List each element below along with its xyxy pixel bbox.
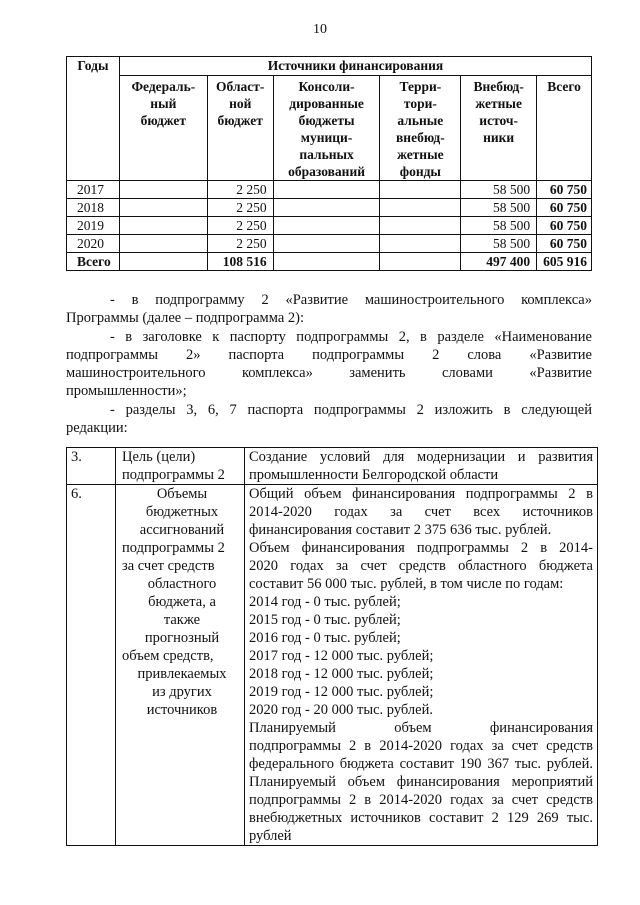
- text-line: Объемы: [156, 486, 208, 502]
- cell-total: 605 916: [537, 253, 592, 271]
- text-line: Планируемый объем финансирования: [249, 720, 593, 736]
- cell-year: 2018: [67, 199, 120, 217]
- column-header-line: ный: [150, 96, 177, 111]
- column-header: [207, 76, 273, 181]
- column-header-line: жетные: [397, 147, 444, 162]
- cell-federal: [119, 253, 207, 271]
- sum-row: [67, 253, 592, 271]
- table-row: [67, 235, 592, 253]
- text-line: 2014-2020 годах за счет всех источников: [249, 504, 593, 520]
- text-line: подпрограммы 2 в 2014-2020 годах за счет средств: [249, 738, 593, 754]
- column-header: [461, 76, 537, 181]
- cell-federal: [119, 199, 207, 217]
- row-content: [245, 448, 598, 485]
- column-header-line: внебюд-: [396, 130, 445, 145]
- column-header-line: Консоли-: [298, 79, 355, 94]
- column-header-line: источ-: [479, 113, 519, 128]
- funding-table: [66, 56, 592, 271]
- paragraph-subprogram-2-cont: Программы (далее – подпрограмма 2):: [66, 310, 304, 326]
- text-line: бюджета, а: [148, 594, 216, 610]
- page-number: 10: [313, 22, 327, 37]
- cell-regional: 2 250: [207, 199, 273, 217]
- text-line: источников: [146, 702, 218, 718]
- paragraph-title-change: - в заголовке к паспорту подпрограммы 2, в разделе «Наименование: [110, 329, 592, 345]
- column-header-line: Внебюд-: [473, 79, 524, 94]
- column-header-line: Всего: [547, 79, 581, 94]
- column-header-line: Федераль-: [131, 79, 196, 94]
- cell-funds: [380, 217, 461, 235]
- text-line: 2014 год - 0 тыс. рублей;: [249, 594, 401, 610]
- text-line: подпрограммы 2 в 2014-2020 годах за счет средств: [249, 792, 593, 808]
- table-row: [67, 181, 592, 199]
- column-header-line: Терри-: [399, 79, 442, 94]
- text-line: также: [163, 612, 201, 628]
- column-header: [537, 76, 592, 181]
- text-line: 2020 год - 20 000 тыс. рублей.: [249, 702, 433, 718]
- text-line: 2016 год - 0 тыс. рублей;: [249, 630, 401, 646]
- column-header-line: бюджеты: [298, 113, 355, 128]
- text-line: областного: [147, 576, 217, 592]
- cell-extra: 58 500: [461, 235, 537, 253]
- cell-year: 2020: [67, 235, 120, 253]
- text-line: Планируемый объем финансирования мероприятий: [249, 774, 593, 790]
- text-line: 2017 год - 12 000 тыс. рублей;: [249, 648, 434, 664]
- cell-funds: [380, 181, 461, 199]
- row-label: [116, 485, 245, 846]
- paragraph-title-change-cont: машиностроительного комплекса» заменить словами «Развитие: [66, 365, 592, 381]
- cell-federal: [119, 181, 207, 199]
- text-line: 2019 год - 12 000 тыс. рублей;: [249, 684, 434, 700]
- passport-row-3: [67, 448, 598, 485]
- text-line: Общий объем финансирования подпрограммы 2 в: [249, 486, 593, 502]
- cell-extra: 58 500: [461, 199, 537, 217]
- column-header: [380, 76, 461, 181]
- cell-total: 60 750: [537, 181, 592, 199]
- paragraph-sections: - разделы 3, 6, 7 паспорта подпрограммы 2 изложить в следующей: [110, 402, 592, 418]
- text-line: из других: [152, 684, 212, 700]
- cell-funds: [380, 199, 461, 217]
- column-header: [119, 76, 207, 181]
- text-line: привлекаемых: [137, 666, 227, 682]
- column-header: [273, 76, 380, 181]
- text-line: промышленности Белгородской области: [249, 467, 499, 483]
- paragraph-title-change-cont: подпрограммы 2» паспорта подпрограммы 2 слова «Развитие: [66, 347, 592, 363]
- column-header-line: жетные: [475, 96, 522, 111]
- cell-regional: 2 250: [207, 217, 273, 235]
- cell-municipal: [273, 253, 380, 271]
- cell-federal: [119, 217, 207, 235]
- cell-total: 60 750: [537, 235, 592, 253]
- cell-total: 60 750: [537, 199, 592, 217]
- cell-extra: 58 500: [461, 181, 537, 199]
- column-header-line: бюджет: [217, 113, 263, 128]
- passport-table: [66, 447, 598, 846]
- cell-extra: 497 400: [461, 253, 537, 271]
- cell-year: 2017: [67, 181, 120, 199]
- cell-regional: 2 250: [207, 181, 273, 199]
- row-label: [116, 448, 245, 485]
- text-line: Создание условий для модернизации и развития: [249, 449, 593, 465]
- column-header-line: альные: [397, 113, 444, 128]
- text-line: внебюджетных источников составит 2 129 269 тыс.: [249, 810, 593, 826]
- paragraph-title-change-cont: промышленности»;: [66, 383, 187, 399]
- text-line: 2015 год - 0 тыс. рублей;: [249, 612, 401, 628]
- cell-total: 60 750: [537, 217, 592, 235]
- table-row: [67, 217, 592, 235]
- column-header-line: муници-: [300, 130, 353, 145]
- cell-municipal: [273, 235, 380, 253]
- row-number: 3.: [67, 448, 116, 485]
- column-header-line: тори-: [403, 96, 437, 111]
- column-header-line: ной: [229, 96, 252, 111]
- text-line: составит 56 000 тыс. рублей, в том числе по годам:: [249, 576, 564, 592]
- text-line: прогнозный: [144, 630, 220, 646]
- cell-funds: [380, 235, 461, 253]
- text-line: подпрограммы 2: [122, 540, 225, 556]
- text-line: финансирования составит 2 375 636 тыс. рублей.: [249, 522, 552, 538]
- header-sources: Источники финансирования: [119, 57, 591, 76]
- column-header-line: образований: [288, 164, 366, 179]
- passport-row-6: [67, 485, 598, 846]
- text-line: Цель (цели): [122, 449, 196, 465]
- column-header-line: дированные: [289, 96, 364, 111]
- column-header-line: Област-: [216, 79, 265, 94]
- column-header-line: фонды: [399, 164, 441, 179]
- cell-funds: [380, 253, 461, 271]
- text-line: бюджетных: [145, 504, 219, 520]
- paragraph-subprogram-2: - в подпрограмму 2 «Развитие машиностроительного комплекса»: [110, 292, 592, 308]
- cell-federal: [119, 235, 207, 253]
- paragraph-sections-cont: редакции:: [66, 420, 128, 436]
- text-line: Объем финансирования подпрограммы 2 в 2014-: [249, 540, 593, 556]
- cell-regional: 108 516: [207, 253, 273, 271]
- cell-municipal: [273, 217, 380, 235]
- row-number: 6.: [67, 485, 116, 846]
- header-years: Годы: [67, 57, 120, 181]
- column-header-line: пальных: [299, 147, 354, 162]
- column-header-line: ники: [483, 130, 515, 145]
- cell-municipal: [273, 199, 380, 217]
- cell-year: 2019: [67, 217, 120, 235]
- text-line: рублей: [249, 828, 292, 844]
- text-line: ассигнований: [139, 522, 225, 538]
- text-line: 2018 год - 12 000 тыс. рублей;: [249, 666, 434, 682]
- column-header-line: бюджет: [140, 113, 187, 128]
- text-line: за счет средств: [122, 558, 215, 574]
- cell-extra: 58 500: [461, 217, 537, 235]
- cell-regional: 2 250: [207, 235, 273, 253]
- cell-municipal: [273, 181, 380, 199]
- text-line: федерального бюджета составит 190 367 тыс. рублей.: [249, 756, 593, 772]
- cell-year: Всего: [67, 253, 120, 271]
- text-line: 2020 годах за счет средств областного бюджета: [249, 558, 593, 574]
- row-content: [245, 485, 598, 846]
- text-line: подпрограммы 2: [122, 467, 225, 483]
- text-line: объем средств,: [122, 648, 214, 664]
- table-row: [67, 199, 592, 217]
